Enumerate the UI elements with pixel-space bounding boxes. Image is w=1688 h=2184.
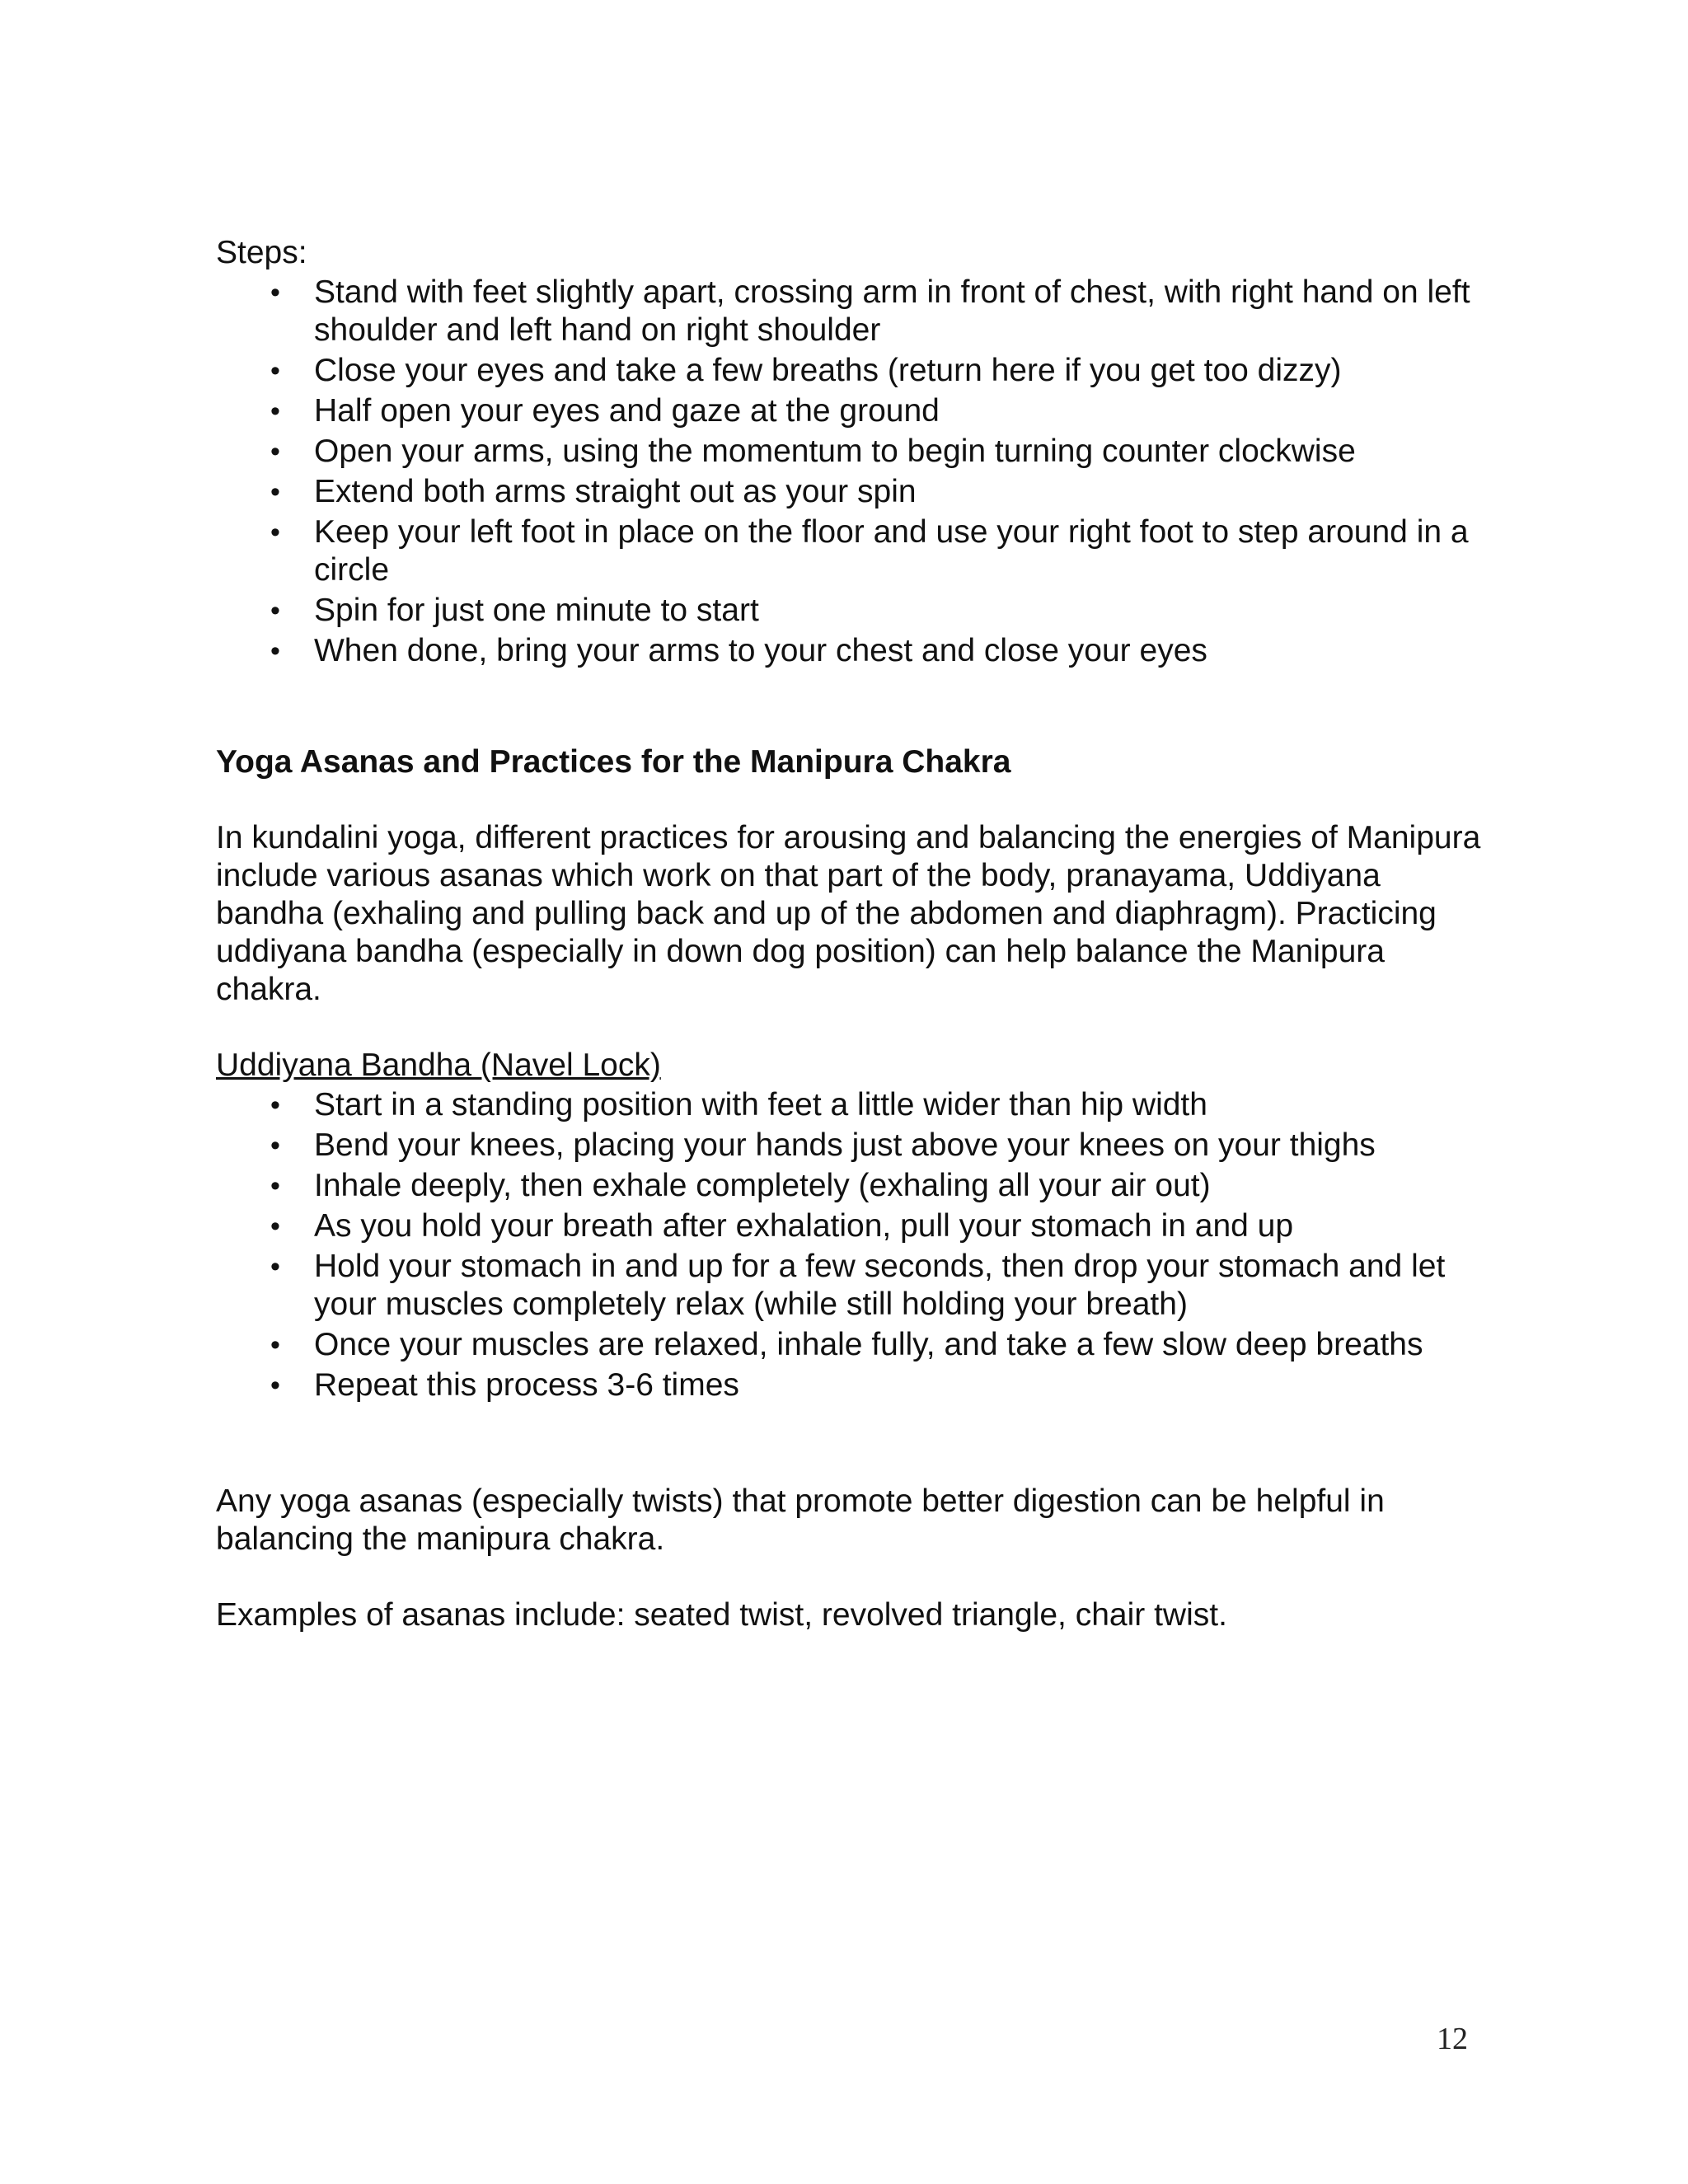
- list-item: • Bend your knees, placing your hands just above your knees on your thighs: [270, 1127, 1376, 1163]
- list-item: • As you hold your breath after exhalation, pull your stomach in and up: [270, 1208, 1294, 1244]
- uddiyana-list: [216, 1086, 1485, 1404]
- bullet-icon: •: [270, 396, 280, 427]
- page-number: 12: [1437, 2022, 1468, 2056]
- steps-label: Steps:: [216, 235, 307, 270]
- examples-paragraph: Examples of asanas include: seated twist, revolved triangle, chair twist.: [216, 1597, 1227, 1633]
- list-item: • Hold your stomach in and up for a few seconds, then drop your stomach and let your muscles completely relax (while still holding your breath): [270, 1249, 1446, 1322]
- bullet-icon: •: [270, 1370, 280, 1401]
- bullet-icon: •: [270, 1329, 280, 1361]
- page-content: [216, 234, 1485, 1634]
- bullet-icon: •: [270, 517, 280, 548]
- bullet-icon: •: [270, 1211, 280, 1242]
- spacer: [216, 1558, 1485, 1596]
- list-item: • Inhale deeply, then exhale completely (exhaling all your air out): [270, 1168, 1211, 1203]
- list-item: • Close your eyes and take a few breaths (return here if you get too dizzy): [270, 353, 1342, 388]
- bullet-icon: •: [270, 595, 280, 626]
- list-item: • Open your arms, using the momentum to begin turning counter clockwise: [270, 434, 1356, 469]
- list-item: • Extend both arms straight out as your spin: [270, 474, 917, 509]
- bullet-icon: •: [270, 635, 280, 667]
- bullet-icon: •: [270, 355, 280, 387]
- steps-list: [216, 274, 1485, 670]
- bullet-icon: •: [270, 1251, 280, 1282]
- spacer: [216, 1407, 1485, 1483]
- spacer: [216, 1009, 1485, 1047]
- list-item: • Keep your left foot in place on the floor and use your right foot to step around in a circle: [270, 514, 1469, 588]
- intro-paragraph: In kundalini yoga, different practices for arousing and balancing the energies of Manipura include various asanas which work on that part of the body, pranayama, Uddiyana bandha (exhaling and pulling back and up of the abdomen and diaphragm). Practicing uddiyana bandha (especially in down dog position) can help balance the Manipura chakra.: [216, 820, 1481, 1007]
- list-item: • When done, bring your arms to your chest and close your eyes: [270, 633, 1207, 668]
- bullet-icon: •: [270, 1170, 280, 1202]
- spacer: [216, 673, 1485, 743]
- bullet-icon: •: [270, 277, 280, 308]
- list-item: • Half open your eyes and gaze at the ground: [270, 393, 940, 429]
- section-heading: Yoga Asanas and Practices for the Manipura Chakra: [216, 744, 1011, 780]
- list-item: • Once your muscles are relaxed, inhale fully, and take a few slow deep breaths: [270, 1327, 1423, 1362]
- bullet-icon: •: [270, 476, 280, 508]
- bullet-icon: •: [270, 1090, 280, 1121]
- list-item: • Spin for just one minute to start: [270, 593, 759, 628]
- list-item: • Repeat this process 3-6 times: [270, 1367, 739, 1403]
- spacer: [216, 781, 1485, 819]
- bullet-icon: •: [270, 1130, 280, 1161]
- bullet-icon: •: [270, 436, 280, 467]
- list-item: • Start in a standing position with feet a little wider than hip width: [270, 1087, 1207, 1122]
- list-item: • Stand with feet slightly apart, crossing arm in front of chest, with right hand on left shoulder and left hand on right shoulder: [270, 274, 1470, 348]
- digestion-paragraph: Any yoga asanas (especially twists) that promote better digestion can be helpful in balancing the manipura chakra.: [216, 1483, 1385, 1557]
- subheading: Uddiyana Bandha (Navel Lock): [216, 1047, 661, 1083]
